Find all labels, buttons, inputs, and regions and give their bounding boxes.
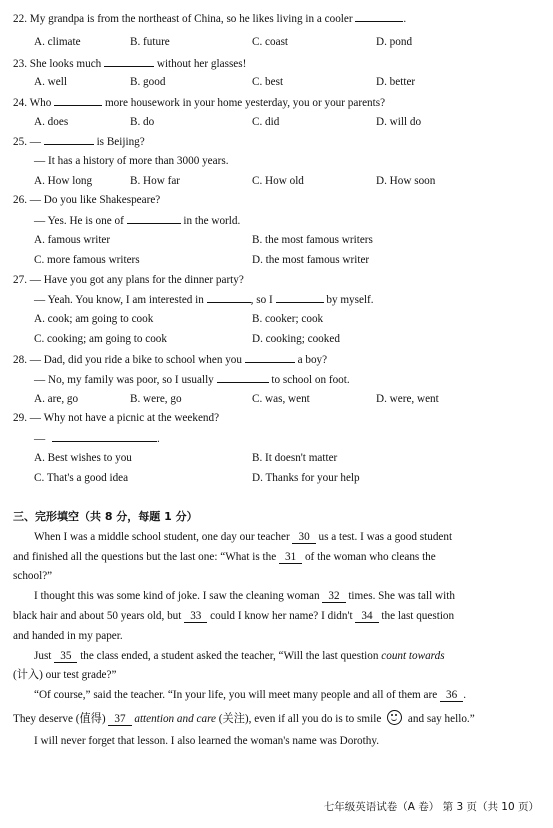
- option-b[interactable]: B. How far: [130, 175, 181, 187]
- option-b[interactable]: B. do: [130, 116, 155, 128]
- passage-text: could I know her name? I didn't: [210, 610, 353, 622]
- page-footer: 七年级英语试卷（A 卷） 第 3 页（共 10 页）: [323, 801, 539, 813]
- question-text: in the world.: [183, 215, 241, 227]
- passage-text: black hair and about 50 years old, but: [13, 610, 182, 622]
- option-d[interactable]: D. will do: [376, 116, 422, 128]
- option-a[interactable]: A. Best wishes to you: [34, 452, 132, 464]
- option-c[interactable]: C. How old: [252, 175, 304, 187]
- answer-blank[interactable]: [207, 292, 251, 303]
- passage-text: .: [463, 689, 466, 701]
- question-number: 24.: [13, 97, 27, 109]
- question-22: [13, 11, 406, 26]
- cloze-blank-36[interactable]: 36: [440, 689, 463, 702]
- passage-text: “Of course,” said the teacher. “In your life, you will meet many people and all of them are: [34, 689, 438, 701]
- passage-line: [13, 710, 541, 726]
- section-title: 三、完形填空（共 8 分，每题 1 分）: [13, 510, 198, 523]
- option-d[interactable]: D. How soon: [376, 175, 436, 187]
- passage-text: of the woman who cleans the: [304, 551, 436, 563]
- question-27-response: [34, 292, 374, 307]
- option-b[interactable]: B. the most famous writers: [252, 234, 373, 246]
- answer-blank[interactable]: [44, 134, 94, 145]
- option-c[interactable]: C. was, went: [252, 393, 310, 405]
- answer-blank[interactable]: [217, 372, 269, 383]
- passage-line: I will never forget that lesson. I also learned the woman's name was Dorothy.: [34, 735, 380, 747]
- cloze-blank-35[interactable]: 35: [54, 650, 77, 663]
- question-text: — No, my family was poor, so I usually: [34, 374, 214, 386]
- question-24: [13, 95, 385, 110]
- question-text: — Dad, did you ride a bike to school when you: [29, 354, 242, 366]
- question-26-response: [34, 213, 240, 228]
- question-28: [13, 352, 327, 367]
- cloze-blank-31[interactable]: 31: [279, 551, 302, 564]
- smiley-face-icon: [387, 710, 402, 725]
- answer-blank[interactable]: [355, 11, 403, 22]
- passage-line: school?”: [13, 570, 53, 582]
- passage-text: us a test. I was a good student: [318, 531, 453, 543]
- option-c[interactable]: C. cooking; am going to cook: [34, 333, 167, 345]
- question-26: [13, 193, 160, 207]
- question-number: 25.: [13, 136, 27, 148]
- answer-blank[interactable]: [104, 56, 154, 67]
- option-a[interactable]: A. cook; am going to cook: [34, 313, 154, 325]
- passage-text: and finished all the questions but the last one: “What is the: [13, 551, 277, 563]
- answer-blank[interactable]: [54, 95, 102, 106]
- question-number: 23.: [13, 58, 27, 70]
- option-a[interactable]: A. How long: [34, 175, 93, 187]
- option-b[interactable]: B. were, go: [130, 393, 182, 405]
- question-text: — Yes. He is one of: [34, 215, 124, 227]
- option-d[interactable]: D. were, went: [376, 393, 439, 405]
- question-text: — Yeah. You know, I am interested in: [34, 294, 204, 306]
- answer-blank[interactable]: [245, 352, 295, 363]
- question-text: , so I: [250, 294, 273, 306]
- question-27: [13, 273, 244, 287]
- passage-line: [34, 649, 553, 663]
- passage-text-italic: attention and care: [134, 713, 216, 725]
- cloze-blank-30[interactable]: 30: [292, 531, 315, 544]
- option-d[interactable]: D. cooking; cooked: [252, 333, 340, 345]
- question-text: — Why not have a picnic at the weekend?: [29, 412, 220, 424]
- passage-text: I thought this was some kind of joke. I saw the cleaning woman: [34, 590, 320, 602]
- question-25: [13, 134, 145, 149]
- option-d[interactable]: D. Thanks for your help: [252, 472, 360, 484]
- passage-text: Just: [34, 650, 52, 662]
- cloze-blank-32[interactable]: 32: [322, 590, 345, 603]
- option-c[interactable]: C. more famous writers: [34, 254, 140, 266]
- passage-text: times. She was tall with: [348, 590, 455, 602]
- passage-line: and handed in my paper.: [13, 630, 123, 642]
- passage-text-italic: count towards: [381, 650, 445, 662]
- option-a[interactable]: A. climate: [34, 36, 81, 48]
- passage-text: the class ended, a student asked the teacher, “Will the last question: [80, 650, 379, 662]
- question-text: My grandpa is from the northeast of China, so he likes living in a cooler: [29, 13, 353, 25]
- question-number: 29.: [13, 412, 27, 424]
- option-b[interactable]: B. cooker; cook: [252, 313, 324, 325]
- question-23: [13, 56, 246, 71]
- option-a[interactable]: A. are, go: [34, 393, 79, 405]
- question-text: without her glasses!: [156, 58, 247, 70]
- question-text: a boy?: [297, 354, 328, 366]
- cloze-blank-37[interactable]: 37: [108, 713, 131, 726]
- option-b[interactable]: B. It doesn't matter: [252, 452, 338, 464]
- passage-line: [13, 609, 541, 623]
- question-text: .: [156, 433, 160, 445]
- question-29-response: [34, 431, 160, 446]
- option-d[interactable]: D. pond: [376, 36, 413, 48]
- option-d[interactable]: D. better: [376, 76, 416, 88]
- question-text: more housework in your home yesterday, you or your parents?: [104, 97, 386, 109]
- question-text: She looks much: [29, 58, 102, 70]
- question-text: by myself.: [326, 294, 374, 306]
- option-a[interactable]: A. well: [34, 76, 67, 88]
- question-number: 28.: [13, 354, 27, 366]
- option-d[interactable]: D. the most famous writer: [252, 254, 370, 266]
- passage-text: When I was a middle school student, one day our teacher: [34, 531, 290, 543]
- passage-text: They deserve (值得): [13, 713, 106, 725]
- question-text: —: [34, 433, 46, 445]
- option-c[interactable]: C. That's a good idea: [34, 472, 129, 484]
- option-a[interactable]: A. famous writer: [34, 234, 111, 246]
- question-28-response: [34, 372, 350, 387]
- answer-blank[interactable]: [127, 213, 181, 224]
- answer-blank[interactable]: [276, 292, 324, 303]
- question-29: [13, 411, 219, 425]
- passage-line: [34, 688, 553, 702]
- question-text: to school on foot.: [271, 374, 350, 386]
- passage-text: the last question: [381, 610, 455, 622]
- option-c[interactable]: C. did: [252, 116, 280, 128]
- question-number: 27.: [13, 274, 27, 286]
- question-text: — Have you got any plans for the dinner party?: [29, 274, 244, 286]
- passage-line: (计入) our test grade?”: [13, 669, 117, 681]
- option-c[interactable]: C. coast: [252, 36, 289, 48]
- question-number: 26.: [13, 194, 27, 206]
- question-25-response: — It has a history of more than 3000 years.: [34, 155, 229, 167]
- passage-line: [34, 530, 553, 544]
- answer-blank[interactable]: [52, 431, 157, 442]
- question-text: is Beijing?: [96, 136, 145, 148]
- cloze-blank-33[interactable]: 33: [184, 610, 207, 623]
- option-a[interactable]: A. does: [34, 116, 69, 128]
- question-text: Who: [29, 97, 52, 109]
- question-text: .: [403, 13, 407, 25]
- option-b[interactable]: B. good: [130, 76, 166, 88]
- passage-line: [13, 550, 541, 564]
- question-text: — Do you like Shakespeare?: [29, 194, 161, 206]
- option-b[interactable]: B. future: [130, 36, 170, 48]
- option-c[interactable]: C. best: [252, 76, 284, 88]
- question-text: —: [29, 136, 41, 148]
- passage-text: (关注), even if all you do is to smile: [218, 713, 382, 725]
- passage-line: [34, 589, 553, 603]
- question-number: 22.: [13, 13, 27, 25]
- passage-text: and say hello.”: [407, 713, 475, 725]
- cloze-blank-34[interactable]: 34: [355, 610, 378, 623]
